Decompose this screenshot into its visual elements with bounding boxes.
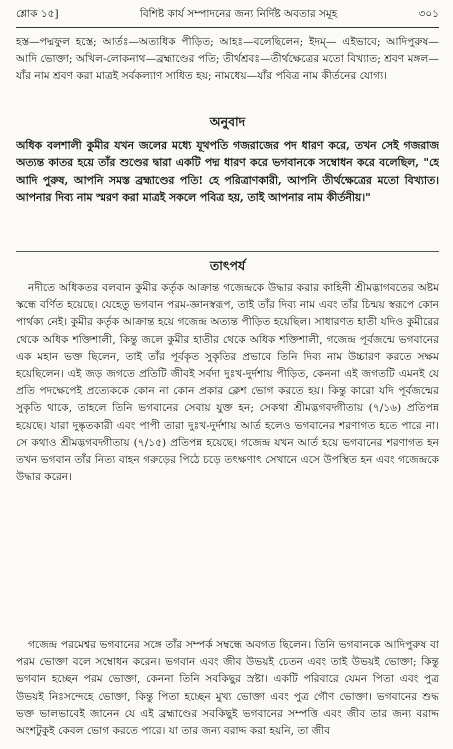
chapter-title: বিশিষ্ট কার্য সম্পাদনের জন্য নির্দিষ্ট অবতার সমূহ — [139, 8, 338, 20]
synonyms-line: সর্বকল্যাণ সাধিত হয়; নামধেয়—যাঁর পবিত্র নাম কীর্তনের যোগ্য। — [121, 70, 387, 83]
synonyms-line: এইভাবে; আদিপুরুষ—আদি ভোক্তা; অখিল-লোকনাথ—ব্রহ্মাণ্ডের পতি; — [16, 36, 439, 66]
synonyms-block — [16, 34, 439, 110]
purport-paragraph: নদীতে অধিকতর বলবান কুমীর কর্তৃক আক্রান্ত গজেন্দ্রকে উদ্ধার করার কাহিনী শ্রীমদ্ভাগবতের অষ্টম স্কন্ধে বর্ণিত হয়েছে। যেহেতু ভগবান পরম-জ্ঞানস্বরূপ, তাই তাঁর দিব্য নাম এবং তাঁর চিন্ময় স্বরূপে কোন পার্থক্য নেই। কুমীর কর্তৃক আক্রান্ত হয়ে গজেন্দ্র অত্যন্ত পীড়িত হয়েছিল। সাধারণত হাতী যদিও কুমীরের থেকে অধিক শক্তিশালী, কিন্তু জলে কুমীর হাতীর থেকে অধিক শক্তিশালী, গজেন্দ্র পূর্বজন্মে ভগবানের এক মহান ভক্ত ছিলেন, তাই তাঁর পূর্বকৃত সুকৃতির প্রভাবে তিনি দিব্য নাম উচ্চারণ করতে সক্ষম হয়েছিলেন। এই জড় জগতে প্রতিটি জীবই সর্বদা দুঃখ-দুর্দশায় পীড়িত, কেননা এই জগতটি এমনই যে প্রতি পদক্ষেপেই প্রত্যেককে কোন না কোন প্রকার ক্লেশ ভোগ করতে হয়। কিন্তু কারো যদি পূর্বজন্মের সুকৃতি থাকে, তাহলে তিনি ভগবানের সেবায় যুক্ত হন; সেকথা শ্রীমদ্ভগবদ্গীতায় (৭/১৬) প্রতিপন্ন হয়েছে। যারা দুষ্কৃতকারী এবং পাপী তারা দুঃখ-দুর্দশায় আর্ত হলেও ভগবানের শরণাগত হতে পারে না। সে কথাও শ্রীমদ্ভগবদ্গীতায় (৭/১৫) প্রতিপন্ন হয়েছে। গজেন্দ্র যখন আর্ত হয়ে ভগবানের শরণাগত হন তখন ভগবান তাঁর নিত্য বাহন গরুড়ের পিঠে চড়ে তৎক্ষণাৎ সেখানে এসে উপস্থিত হন এবং গজেন্দ্রকে উদ্ধার করেন। — [16, 282, 439, 484]
verse-reference: শ্লোক ১৫] — [16, 8, 59, 20]
purport-heading: তাৎপর্য — [209, 258, 246, 273]
section-divider — [16, 251, 439, 252]
synonyms-line: তীর্থশ্রবঃ—তীর্থক্ষেত্রের মতো বিখ্যাত; শ্রবণ মঙ্গল—যাঁর নাম শ্রবণ করা মাত্রই — [16, 53, 439, 83]
purport-paragraph: গজেন্দ্র পরমেশ্বর ভগবানের সঙ্গে তাঁর সম্পর্ক সম্বন্ধে অবগত ছিলেন। তিনি ভগবানকে আদিপুরুষ বা পরম ভোক্তা বলে সম্বোধন করেন। ভগবান এবং জীব উভয়ই চেতন এবং তাই উভয়ই ভোক্তা; কিন্তু ভগবান হচ্ছেন পরম ভোক্তা, কেননা তিনি সবকিছুর স্রষ্টা। একটি পরিবারে যেমন পিতা এবং পুত্র উভয়ই নিঃসন্দেহে ভোক্তা, কিন্তু পিতা হচ্ছেন মুখ্য ভোক্তা এবং পুত্র গৌণ ভোক্তা। ভগবানের শুদ্ধ ভক্ত ভালভাবেই জানেন যে এই ব্রহ্মাণ্ডের সবকিছুই ভগবানের সম্পত্তি এবং জীব তার জন্য বরাদ্দ অংশটুকুই কেবল ভোগ করতে পারে। যা তার জন্য বরাদ্দ করা হয়নি, তা জীব — [16, 639, 439, 738]
page-number: ৩০১ — [418, 8, 439, 20]
translation-text: অধিক বলশালী কুমীর যখন জলের মধ্যে যূথপতি গজরাজের পদ ধারণ করে, তখন সেই গজরাজ অত্যন্ত কাতর হয়ে তাঁর শুণ্ডের দ্বারা একটি পদ্ম ধারণ করে ভগবানকে সম্বোধন করে বলেছিল, "হে আদি পুরুষ, আপনি সমস্ত ব্রহ্মাণ্ডের পতি! হে পরিত্রাণকারী, আপনি তীর্থক্ষেত্রের মতো বিখ্যাত। আপনার দিব্য নাম স্মরণ করা মাত্রই সকলে পবিত্র হয়, তাই আপনার নাম কীর্তনীয়।" — [16, 139, 439, 205]
translation-heading: অনুবাদ — [209, 114, 246, 129]
page-header — [16, 6, 439, 28]
synonyms-line: হস্ত—পদ্মফুল হস্তে; আর্তঃ—অত্যধিক পীড়িত; আহঃ—বলেছিলেন; ইদম্— — [16, 36, 337, 48]
